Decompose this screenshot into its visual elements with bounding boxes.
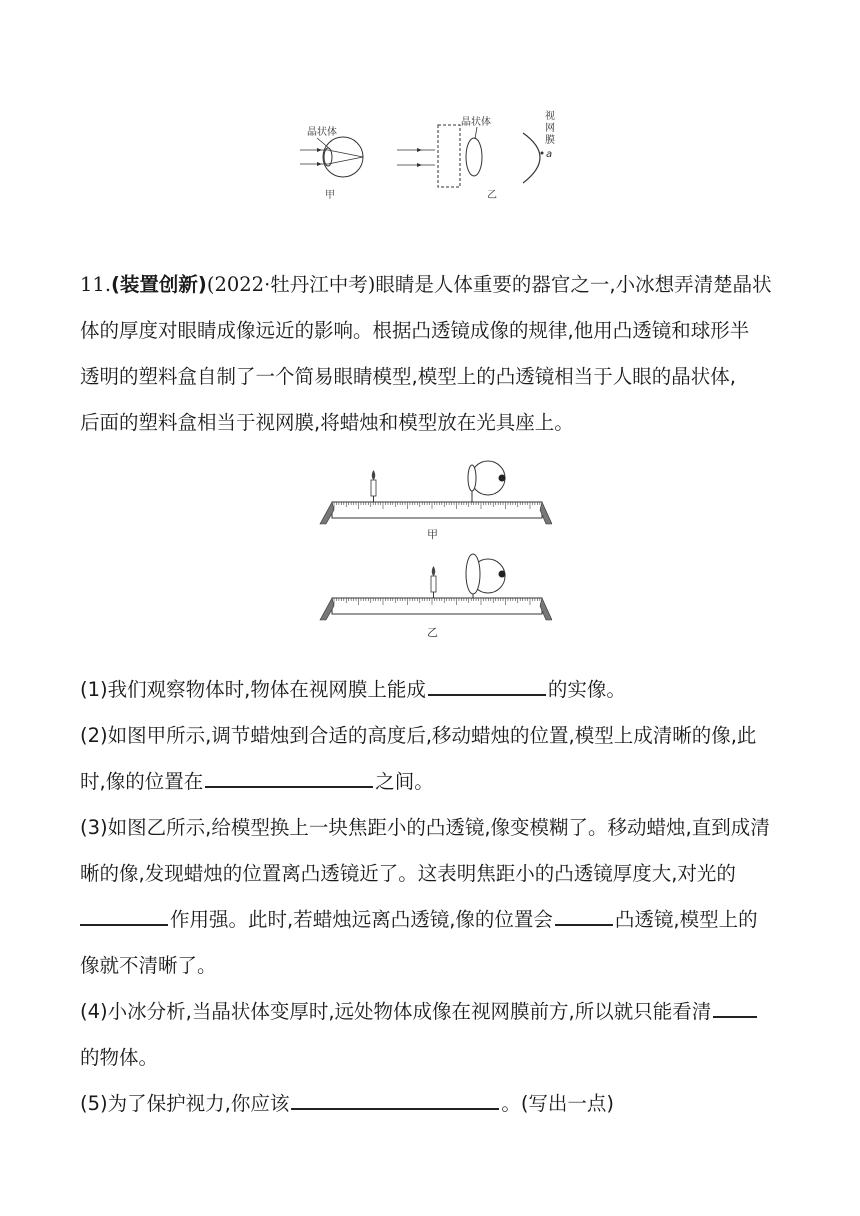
q2-text-a: 时,像的位置在: [80, 770, 204, 793]
caption-right: 乙: [487, 190, 497, 201]
q2-answer-blank[interactable]: [205, 764, 373, 788]
question-number: 11.: [80, 273, 112, 296]
bench-caption-top: 甲: [427, 528, 438, 541]
q4-text: (4)小冰分析,当晶状体变厚时,远处物体成像在视网膜前方,所以就只能看清: [80, 1000, 712, 1023]
q1-text-b: 的实像。: [547, 678, 626, 701]
lens-label-left: 晶状体: [307, 127, 337, 138]
q1: [80, 667, 780, 713]
point-a-label: a: [546, 149, 553, 160]
question-line-3: 透明的塑料盒自制了一个简易眼睛模型,模型上的凸透镜相当于人眼的晶状体,: [80, 365, 736, 388]
retina-label-2: 网: [545, 123, 555, 134]
q3-answer-blank-2[interactable]: [555, 902, 613, 926]
q5-answer-blank[interactable]: [291, 1086, 499, 1110]
q1-text-a: (1)我们观察物体时,物体在视网膜上能成: [80, 678, 426, 701]
eye-diagram-svg: [295, 105, 565, 205]
question-text-1: 眼睛是人体重要的器官之一,小冰想弄清楚晶状: [375, 273, 772, 296]
question-line-2: 体的厚度对眼睛成像远近的影响。根据凸透镜成像的规律,他用凸透镜和球形半: [80, 319, 750, 342]
retina-label-1: 视: [545, 111, 555, 122]
caption-left: 甲: [325, 190, 335, 201]
q2-line-2: [80, 759, 780, 805]
q3-line-4: 像就不清晰了。: [80, 954, 217, 977]
q2-text-b: 之间。: [375, 770, 434, 793]
q4-answer-blank[interactable]: [713, 994, 757, 1018]
q5-text-a: (5)为了保护视力,你应该: [80, 1092, 290, 1115]
bench-jia: [320, 461, 552, 541]
question-line-4: 后面的塑料盒相当于视网膜,将蜡烛和模型放在光具座上。: [80, 411, 574, 434]
q3-text-a: 作用强。此时,若蜡烛远离凸透镜,像的位置会: [170, 908, 553, 931]
question-tag: (装置创新): [111, 273, 207, 296]
q3-line-2: 晰的像,发现蜡烛的位置离凸透镜近了。这表明焦距小的凸透镜厚度大,对光的: [80, 862, 736, 885]
bench-yi: [320, 554, 552, 639]
optical-bench-svg: [312, 458, 552, 648]
optical-bench-figure: [312, 458, 552, 648]
bench-caption-bottom: 乙: [427, 626, 438, 639]
retina-label-3: 膜: [545, 135, 555, 146]
q3-line-1: (3)如图乙所示,给模型换上一块焦距小的凸透镜,像变模糊了。移动蜡烛,直到成清: [80, 816, 770, 839]
q4-line-1: [80, 989, 780, 1035]
question-11: [80, 262, 780, 446]
lens-label-right: 晶状体: [461, 117, 491, 128]
q3-answer-blank-1[interactable]: [80, 902, 168, 926]
q2-line-1: (2)如图甲所示,调节蜡烛到合适的高度后,移动蜡烛的位置,模型上成清晰的像,此: [80, 724, 757, 747]
q5-text-b: 。(写出一点): [501, 1092, 615, 1115]
question-source: (2022·牡丹江中考): [206, 273, 376, 296]
q3-text-b: 凸透镜,模型上的: [614, 908, 758, 931]
q1-answer-blank[interactable]: [428, 672, 546, 696]
question-line-1: [80, 262, 780, 308]
eye-diagram-figure: [295, 105, 565, 205]
q4-line-2: 的物体。: [80, 1046, 159, 1069]
subquestions: [80, 667, 780, 1127]
q3-line-3: [80, 897, 780, 943]
q5: [80, 1081, 780, 1127]
